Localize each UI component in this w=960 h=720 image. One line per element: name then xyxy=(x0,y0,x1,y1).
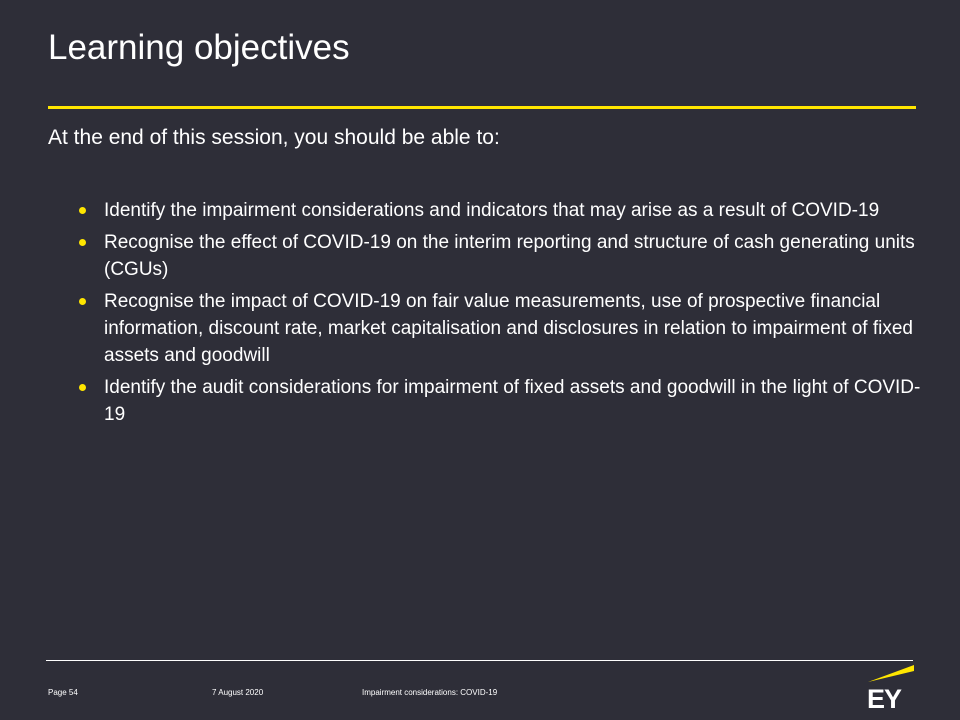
title-divider xyxy=(48,106,916,109)
objective-item xyxy=(76,374,926,428)
objectives-list xyxy=(76,197,926,433)
objective-item xyxy=(76,229,926,283)
objective-item xyxy=(76,197,926,224)
footer-date: 7 August 2020 xyxy=(212,688,264,697)
objective-text: Recognise the impact of COVID-19 on fair value measurements, use of prospective financial information, discount rate, market capitalisation and disclosures in relation to impairment of fixed assets and goodwill xyxy=(104,291,913,366)
ey-logo-icon xyxy=(866,662,916,710)
bullet-icon xyxy=(79,239,86,246)
objective-text: Identify the impairment considerations and indicators that may arise as a result of COVID-19 xyxy=(104,200,880,221)
footer-subject: Impairment considerations: COVID-19 xyxy=(362,688,498,697)
slide-title: Learning objectives xyxy=(48,28,350,67)
objective-item xyxy=(76,288,926,369)
bullet-icon xyxy=(79,384,86,391)
footer-divider xyxy=(46,660,913,661)
objective-text: Identify the audit considerations for impairment of fixed assets and goodwill in the light of COVID-19 xyxy=(104,377,921,425)
bullet-icon xyxy=(79,207,86,214)
intro-text: At the end of this session, you should be able to: xyxy=(48,126,500,149)
svg-text:EY: EY xyxy=(867,684,902,710)
bullet-icon xyxy=(79,298,86,305)
page-number: Page 54 xyxy=(48,688,78,697)
objective-text: Recognise the effect of COVID-19 on the interim reporting and structure of cash generating units (CGUs) xyxy=(104,232,915,280)
